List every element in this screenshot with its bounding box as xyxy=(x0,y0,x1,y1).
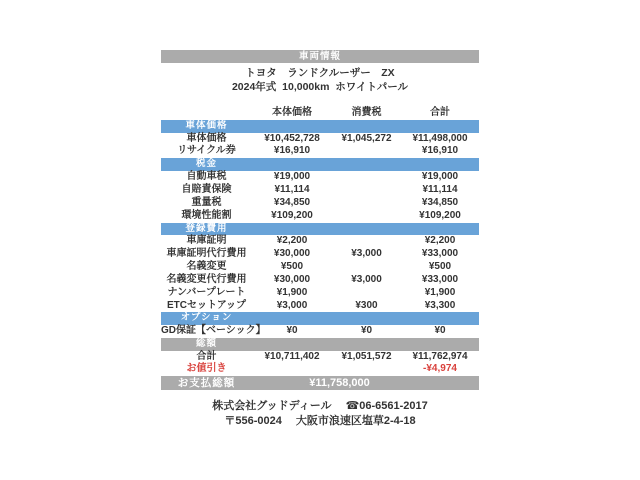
value-base-price: ¥2,200 xyxy=(276,235,308,247)
row-label: 環境性能割 xyxy=(181,209,232,221)
section-bar xyxy=(161,158,479,171)
vehicle-info-section-bar xyxy=(161,50,479,63)
dealer-company-name: 株式会社グッドディール xyxy=(212,400,332,412)
value-total: ¥11,114 xyxy=(422,183,458,195)
value-base-price xyxy=(252,363,332,376)
table-column-headers xyxy=(161,106,479,120)
dealer-footer xyxy=(0,399,640,429)
section-label: 税金 xyxy=(195,158,217,170)
column-header-base-price: 本体価格 xyxy=(272,107,312,118)
row-label: 自賠責保険 xyxy=(181,183,232,195)
total-payment-value: ¥11,758,000 xyxy=(309,377,370,390)
row-label: 合計 xyxy=(196,350,217,362)
dealer-address-line xyxy=(0,414,640,429)
section-bar xyxy=(161,338,479,351)
value-tax: ¥1,051,572 xyxy=(341,350,392,362)
value-base-price: ¥19,000 xyxy=(273,170,311,182)
value-base-price: ¥30,000 xyxy=(273,273,311,285)
row-label: ETCセットアップ xyxy=(167,299,246,311)
dealer-postal-code: 〒556-0024 xyxy=(224,415,282,427)
table-row xyxy=(161,325,479,338)
table-row xyxy=(161,248,479,261)
vehicle-title: トヨタ ランドクルーザー ZX xyxy=(245,67,395,79)
value-base-price: ¥500 xyxy=(280,260,304,272)
section-label: オプション xyxy=(180,312,233,324)
table-row xyxy=(161,210,479,223)
value-total: ¥11,762,974 xyxy=(412,350,468,362)
value-total: ¥33,000 xyxy=(421,248,459,260)
phone-icon: ☎ xyxy=(345,400,360,412)
dealer-address: 大阪市浪速区塩草2-4-18 xyxy=(295,415,416,427)
value-total: -¥4,974 xyxy=(423,363,457,375)
price-table-body xyxy=(161,120,479,376)
row-label: 自動車税 xyxy=(186,170,227,182)
value-tax xyxy=(332,261,401,274)
value-total: ¥500 xyxy=(428,260,452,272)
total-payment-label: お支払総額 xyxy=(177,377,236,390)
row-label: 重量税 xyxy=(191,196,222,208)
row-label: お値引き xyxy=(186,363,227,375)
table-row xyxy=(161,235,479,248)
table-row xyxy=(161,171,479,184)
table-row xyxy=(161,351,479,364)
value-total: ¥1,900 xyxy=(424,286,456,298)
table-row xyxy=(161,133,479,146)
table-row xyxy=(161,274,479,287)
value-tax xyxy=(332,287,401,300)
table-row xyxy=(161,261,479,274)
row-label: 車体価格 xyxy=(186,132,227,144)
table-row xyxy=(161,287,479,300)
value-total: ¥109,200 xyxy=(419,209,461,221)
table-row xyxy=(161,300,479,313)
table-row xyxy=(161,145,479,158)
vehicle-info-section-label: 車両情報 xyxy=(298,51,341,62)
value-tax: ¥1,045,272 xyxy=(341,132,392,144)
value-tax xyxy=(332,171,401,184)
vehicle-title-block xyxy=(161,66,479,94)
value-base-price: ¥1,900 xyxy=(276,286,308,298)
value-total: ¥0 xyxy=(434,325,446,337)
value-base-price: ¥109,200 xyxy=(271,209,313,221)
value-tax xyxy=(332,145,401,158)
row-label: 名義変更 xyxy=(186,260,227,272)
section-bar xyxy=(161,120,479,133)
row-label: リサイクル券 xyxy=(177,145,236,157)
value-base-price: ¥10,452,728 xyxy=(264,132,320,144)
column-header-spacer xyxy=(161,106,252,120)
value-total: ¥19,000 xyxy=(421,170,459,182)
vehicle-subtitle: 2024年式 10,000km ホワイトパール xyxy=(231,81,409,93)
section-label: 総額 xyxy=(195,337,217,349)
column-header-tax: 消費税 xyxy=(351,107,382,118)
price-sheet xyxy=(161,50,479,390)
value-tax: ¥3,000 xyxy=(351,273,382,285)
value-base-price: ¥10,711,402 xyxy=(264,350,320,362)
row-label: 車庫証明 xyxy=(186,235,227,247)
row-label: ナンバープレート xyxy=(167,286,246,298)
value-base-price: ¥16,910 xyxy=(273,145,311,157)
value-base-price: ¥30,000 xyxy=(273,248,311,260)
value-total: ¥16,910 xyxy=(421,145,459,157)
value-base-price: ¥34,850 xyxy=(273,196,311,208)
value-tax xyxy=(332,363,401,376)
value-base-price: ¥3,000 xyxy=(276,299,308,311)
value-tax xyxy=(332,210,401,223)
value-total: ¥34,850 xyxy=(421,196,459,208)
value-tax: ¥0 xyxy=(360,325,373,337)
value-tax xyxy=(332,197,401,210)
table-row xyxy=(161,184,479,197)
dealer-contact-line xyxy=(0,399,640,414)
column-header-total: 合計 xyxy=(430,107,450,118)
value-tax: ¥3,000 xyxy=(351,248,382,260)
table-row xyxy=(161,197,479,210)
value-tax: ¥300 xyxy=(355,299,378,311)
value-base-price: ¥0 xyxy=(286,325,298,337)
value-total: ¥2,200 xyxy=(424,235,456,247)
value-base-price: ¥11,114 xyxy=(274,183,310,195)
total-payment-bar xyxy=(161,376,479,390)
table-row xyxy=(161,363,479,376)
value-total: ¥11,498,000 xyxy=(412,132,468,144)
value-total: ¥33,000 xyxy=(421,273,459,285)
value-tax xyxy=(332,235,401,248)
section-bar xyxy=(161,223,479,236)
section-label: 車体価格 xyxy=(185,120,228,131)
row-label: GD保証【ベーシック】 xyxy=(161,325,266,337)
row-label: 名義変更代行費用 xyxy=(166,273,247,285)
value-total: ¥3,300 xyxy=(424,299,456,311)
section-bar xyxy=(161,312,479,325)
row-label: 車庫証明代行費用 xyxy=(166,248,247,260)
value-tax xyxy=(332,184,401,197)
dealer-phone-number: 06-6561-2017 xyxy=(359,400,428,412)
section-label: 登録費用 xyxy=(185,222,228,234)
